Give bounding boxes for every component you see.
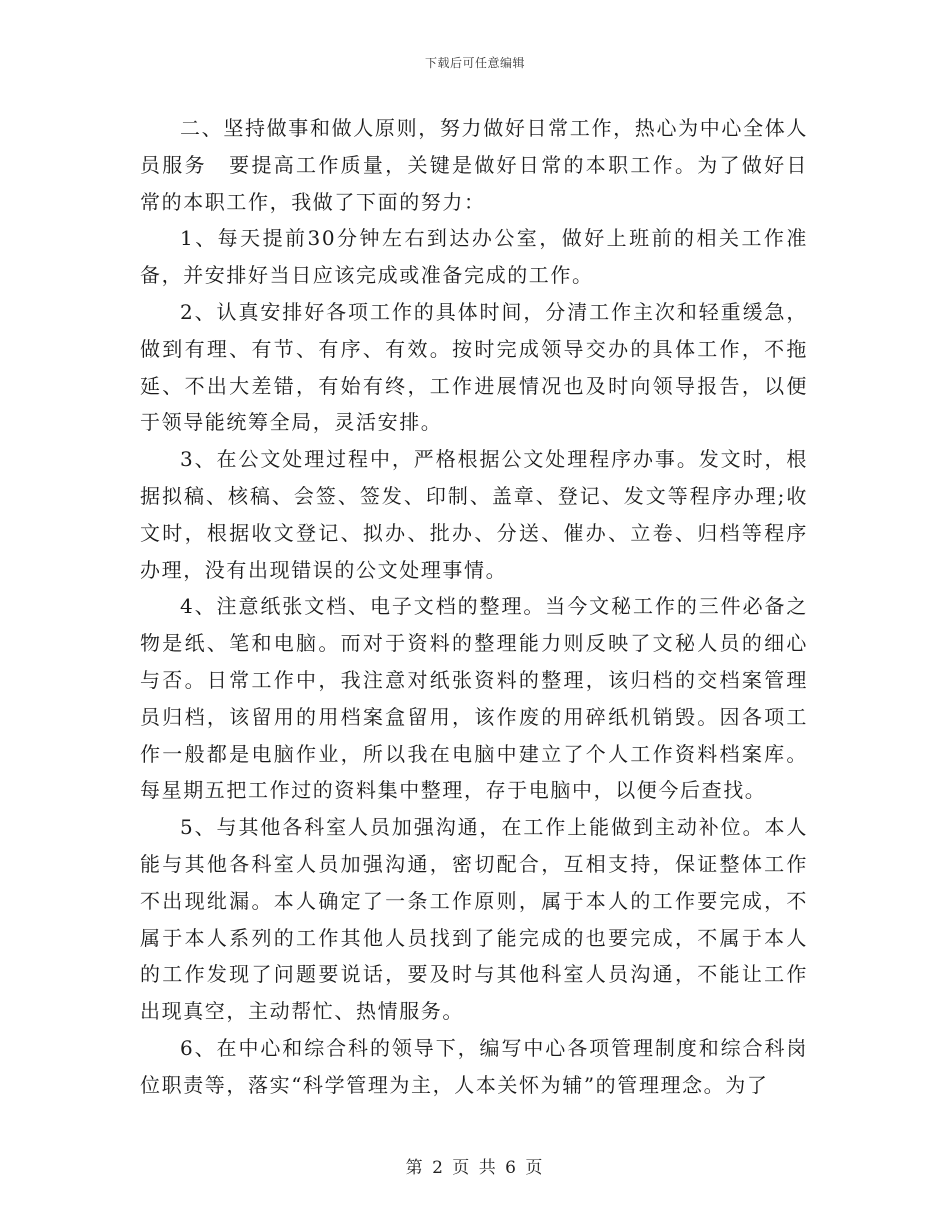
paragraph-intro: 二、坚持做事和做人原则，努力做好日常工作，热心为中心全体人员服务 要提高工作质量，关键是做好日常的本职工作。为了做好日常的本职工作，我做了下面的努力： — [140, 116, 808, 214]
paragraph-item-4: 4、注意纸张文档、电子文档的整理。当今文秘工作的三件必备之物是纸、笔和电脑。而对于资料的整理能力则反映了文秘人员的细心与否。日常工作中，我注意对纸张资料的整理，该归档的交档案管理员归档，该留用的用档案盒留用，该作废的用碎纸机销毁。因各项工作一般都是电脑作业，所以我在电脑中建立了个人工作资料档案库。每星期五把工作过的资料集中整理，存于电脑中，以便今后查找。 — [140, 594, 808, 803]
paragraph-item-2: 2、认真安排好各项工作的具体时间，分清工作主次和轻重缓急，做到有理、有节、有序、有效。按时完成领导交办的具体工作，不拖延、不出大差错，有始有终，工作进展情况也及时向领导报告，以便于领导能统筹全局，灵活安排。 — [140, 299, 808, 435]
paragraph-item-3: 3、在公文处理过程中，严格根据公文处理程序办事。发文时，根据拟稿、核稿、会签、签发、印制、盖章、登记、发文等程序办理;收文时，根据收文登记、拟办、批办、分送、催办、立卷、归档等程序办理，没有出现错误的公文处理事情。 — [140, 447, 808, 582]
paragraph-item-5: 5、与其他各科室人员加强沟通，在工作上能做到主动补位。本人能与其他各科室人员加强沟通，密切配合，互相支持，保证整体工作不出现纰漏。本人确定了一条工作原则，属于本人的工作要完成，不属于本人系列的工作其他人员找到了能完成的也要完成，不属于本人的工作发现了问题要说话，要及时与其他科室人员沟通，不能让工作出现真空，主动帮忙、热情服务。 — [140, 815, 808, 1024]
page-number-footer: 第 2 页 共 6 页 — [405, 1158, 545, 1178]
paragraph-item-6: 6、在中心和综合科的领导下，编写中心各项管理制度和综合科岗位职责等，落实“科学管理为主，人本关怀为辅”的管理理念。为了 — [140, 1035, 808, 1097]
document-body — [140, 110, 808, 1104]
paragraph-item-1: 1、每天提前30分钟左右到达办公室，做好上班前的相关工作准备，并安排好当日应该完成或准备完成的工作。 — [140, 226, 808, 288]
page-header: 下载后可任意编辑 — [424, 56, 525, 70]
